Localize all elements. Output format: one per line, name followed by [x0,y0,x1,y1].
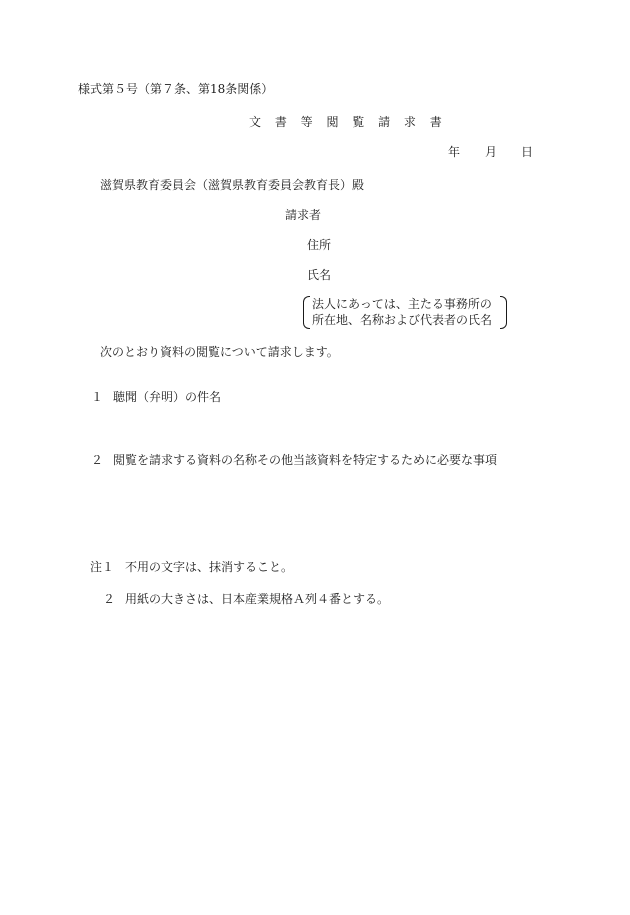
note-text: 不用の文字は、抹消すること。 [125,560,294,574]
requester-label: 請求者 [285,208,322,222]
note-number: ２ [103,592,116,606]
note-2 [103,591,389,607]
item-text: 聴聞（弁明）の件名 [113,390,222,404]
corporate-note-line-1: 法人にあっては、主たる事務所の [312,297,492,311]
item-material-details [91,452,497,468]
corporate-note-line-2: 所在地、名称および代表者の氏名 [312,313,493,327]
left-bracket [303,296,310,329]
date-day-label: 日 [521,145,534,159]
item-number: ２ [91,453,104,467]
item-number: １ [91,390,104,404]
form-number: 様式第５号（第７条、第18条関係） [78,82,274,96]
document-title: 文 書 等 閲 覧 請 求 書 [249,115,447,129]
name-label: 氏名 [307,268,332,282]
note-number: 注１ [90,560,115,574]
corporate-note [303,295,507,329]
intro-text: 次のとおり資料の閲覧について請求します。 [100,345,339,359]
date-month-label: 月 [485,145,498,159]
right-bracket [500,296,507,329]
item-hearing-subject [91,389,221,405]
addressee: 滋賀県教育委員会（滋賀県教育委員会教育長）殿 [100,178,365,192]
date-year-label: 年 [448,145,461,159]
note-1 [90,559,293,575]
item-text: 閲覧を請求する資料の名称その他当該資料を特定するために必要な事項 [113,453,498,467]
note-text: 用紙の大きさは、日本産業規格Ａ列４番とする。 [125,592,390,606]
address-label: 住所 [307,238,332,252]
